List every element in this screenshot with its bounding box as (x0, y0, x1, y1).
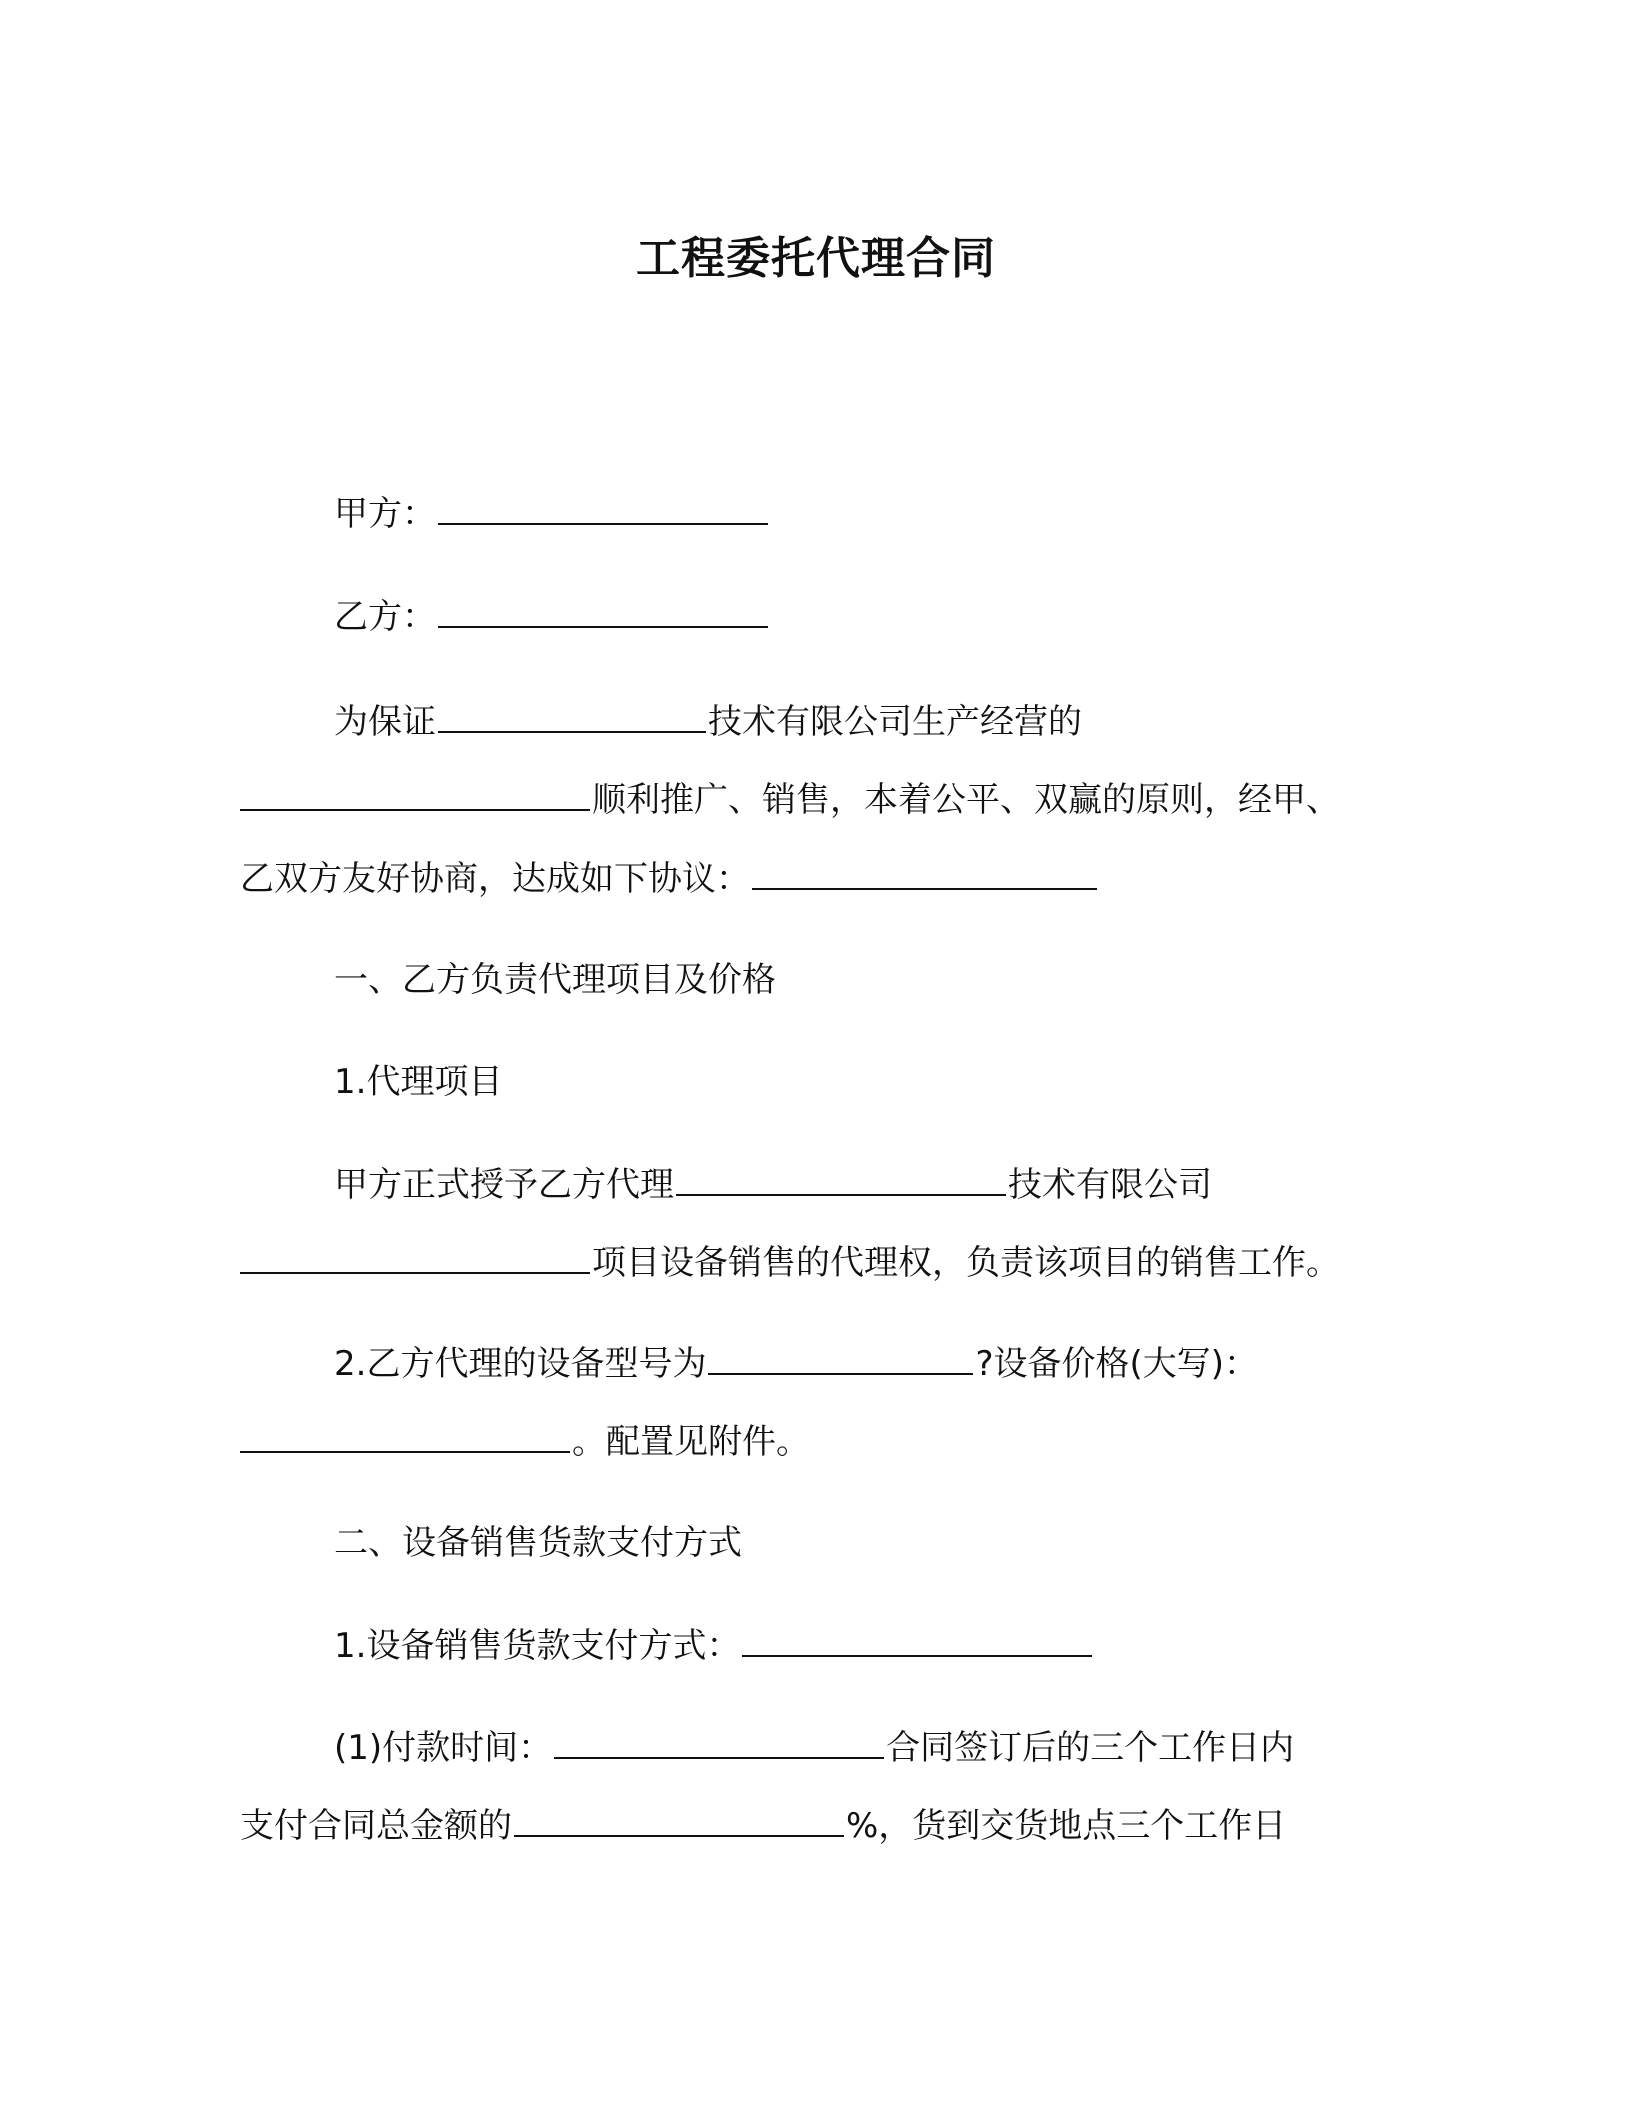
sub1-line2-suffix: %，货到交货地点三个工作日 (846, 1806, 1287, 1846)
section1-item1-heading: 1.代理项目 (334, 1062, 503, 1102)
intro-agreement-blank[interactable] (752, 858, 1097, 890)
payment-percent-blank[interactable] (514, 1805, 844, 1837)
item1-line1-prefix: 甲方正式授予乙方代理 (334, 1165, 674, 1205)
party-b-blank[interactable] (438, 596, 768, 628)
sub1-line1-suffix: 合同签订后的三个工作日内 (886, 1728, 1295, 1768)
intro-product-blank[interactable] (240, 779, 590, 811)
party-a-line (334, 492, 770, 536)
item2-model-blank[interactable] (708, 1343, 973, 1375)
intro-line3-prefix: 乙双方友好协商，达成如下协议： (240, 859, 750, 899)
item1-project-blank[interactable] (240, 1242, 590, 1274)
intro-line-1 (334, 700, 1082, 744)
intro-company-blank[interactable] (438, 701, 706, 733)
sub1-line2-prefix: 支付合同总金额的 (240, 1806, 512, 1846)
section2-sub1-line-2 (240, 1804, 1286, 1848)
section1-item1-line-2 (240, 1241, 1340, 1285)
section1-heading: 一、乙方负责代理项目及价格 (334, 960, 776, 1000)
intro-line2-suffix: 顺利推广、销售，本着公平、双赢的原则，经甲、 (592, 780, 1340, 820)
section1-item2-line-1 (334, 1342, 1258, 1386)
item2-line2-suffix: 。配置见附件。 (572, 1422, 810, 1462)
section2-heading: 二、设备销售货款支付方式 (334, 1523, 742, 1563)
sub1-line1-prefix: (1)付款时间： (334, 1728, 553, 1768)
intro-line-3 (240, 857, 1099, 901)
item2-price-blank[interactable] (240, 1421, 570, 1453)
intro-line1-suffix: 技术有限公司生产经营的 (708, 702, 1082, 742)
party-a-blank[interactable] (438, 493, 768, 525)
section2-item1-line (334, 1624, 1094, 1668)
section2-sub1-line-1 (334, 1726, 1294, 1770)
section2-item1-prefix: 1.设备销售货款支付方式： (334, 1626, 741, 1666)
payment-method-blank[interactable] (742, 1625, 1092, 1657)
item1-line2-suffix: 项目设备销售的代理权，负责该项目的销售工作。 (592, 1243, 1340, 1283)
section1-item2-line-2 (240, 1420, 810, 1464)
party-b-line (334, 595, 770, 639)
document-title: 工程委托代理合同 (636, 233, 996, 284)
intro-line-2 (240, 778, 1340, 822)
item2-line1-suffix: ?设备价格(大写)： (975, 1344, 1259, 1384)
item1-company-blank[interactable] (676, 1164, 1006, 1196)
intro-line1-prefix: 为保证 (334, 702, 436, 742)
item2-line1-prefix: 2.乙方代理的设备型号为 (334, 1344, 707, 1384)
payment-time-blank[interactable] (554, 1727, 884, 1759)
party-a-label: 甲方： (334, 494, 436, 534)
item1-line1-suffix: 技术有限公司 (1008, 1165, 1212, 1205)
section1-item1-line-1 (334, 1163, 1212, 1207)
party-b-label: 乙方： (334, 597, 436, 637)
